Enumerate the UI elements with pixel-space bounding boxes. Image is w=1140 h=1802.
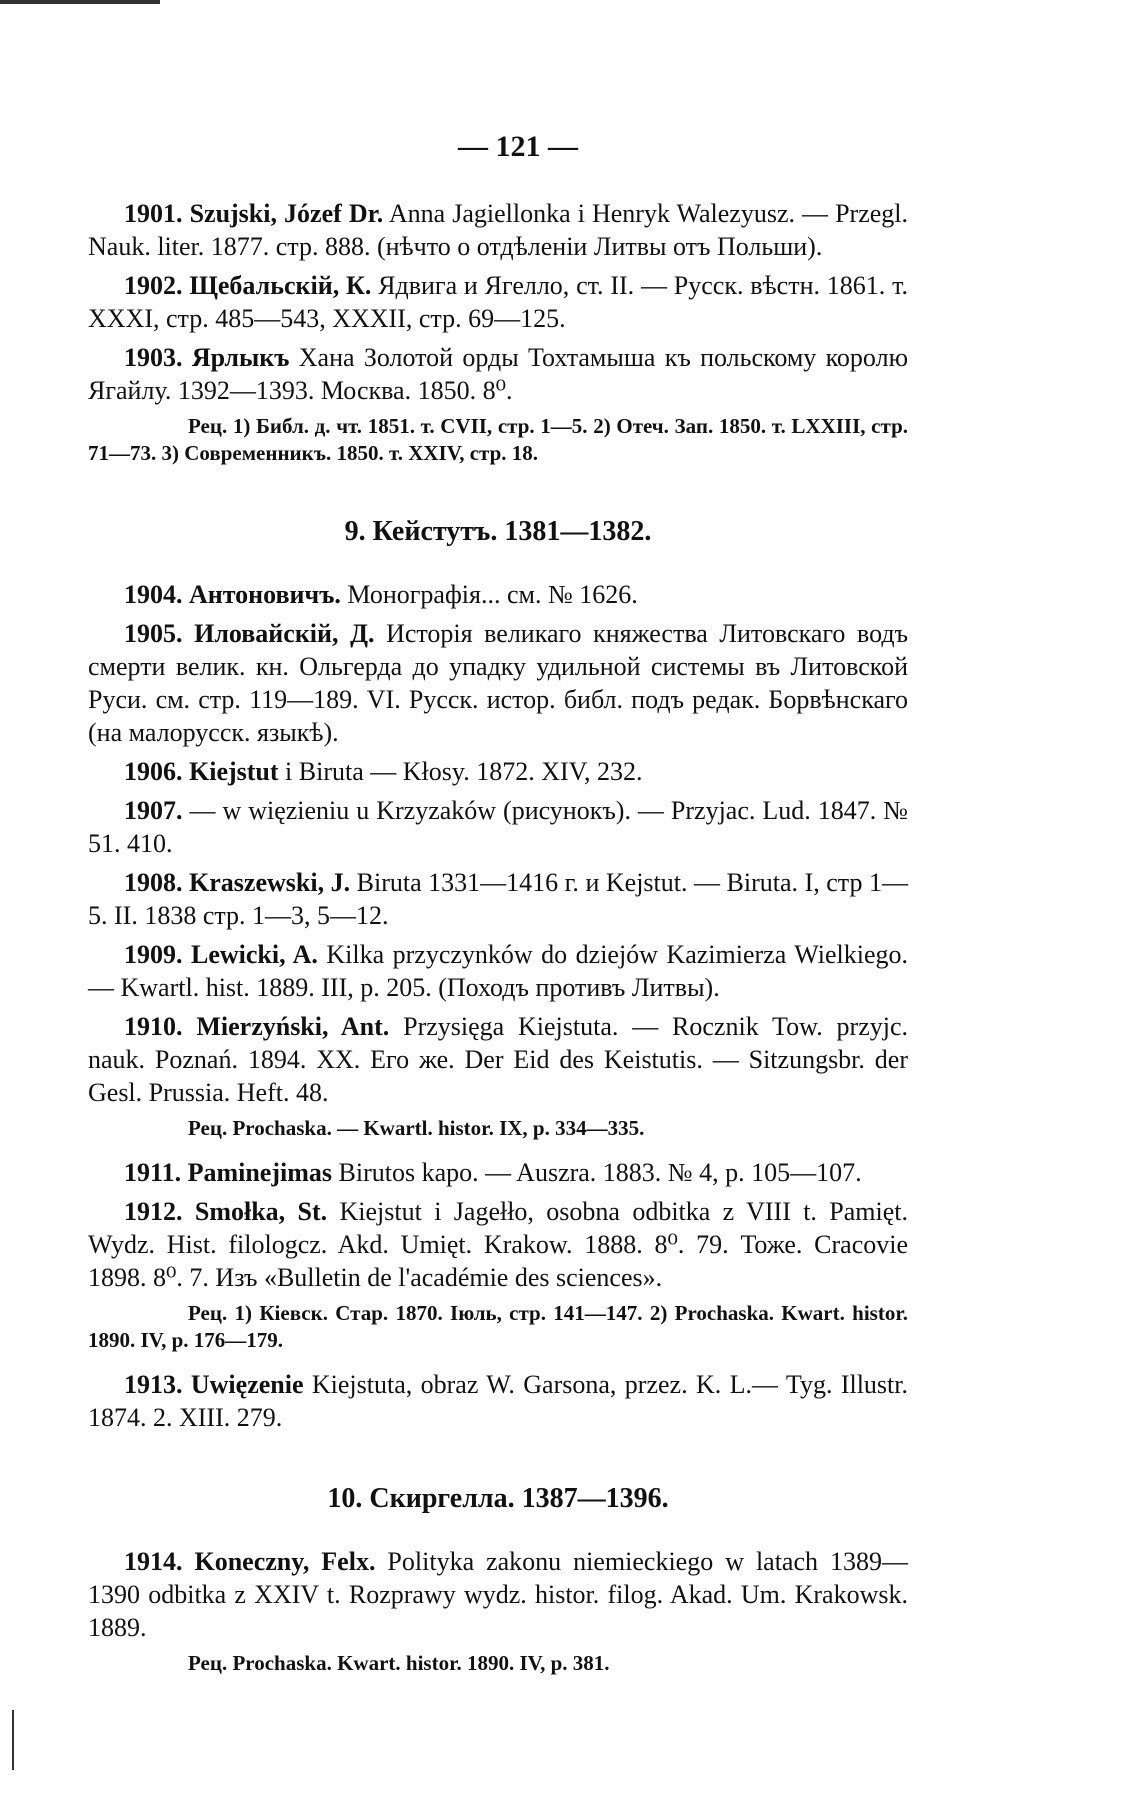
entry-text: — w więzieniu u Krzyzaków (рисунокъ). — Przyjac. Lud. 1847. № 51. 410.	[88, 796, 908, 858]
review-note-1903: Рец. 1) Библ. д. чт. 1851. т. CVII, стр. 1—5. 2) Отеч. Зап. 1850. т. LXXIII, стр. 71—73. 3) Современникъ. 1850. т. XXIV, стр. 18.	[88, 414, 908, 465]
entry-author: Ярлыкъ	[191, 343, 290, 372]
bibliography-entry-1910	[88, 1010, 908, 1109]
entry-text: Anna Jagiellonka i Henryk Walezyusz. — Przegl. Nauk. liter. 1877. стр. 888. (нѣчто о отдѣленіи Литвы отъ Польши).	[88, 199, 909, 261]
entry-number: 1908.	[124, 868, 183, 897]
entry-number: 1912.	[124, 1197, 183, 1226]
entry-number: 1909.	[124, 940, 183, 969]
bibliography-entry-1902	[88, 269, 908, 335]
entry-number: 1901.	[124, 199, 183, 228]
review-note-1910: Рец. Prochaska. — Kwartl. histor. IX, p. 334—335.	[188, 1116, 645, 1140]
entry-text: Biruta 1331—1416 г. и Kejstut. — Biruta. I, стр 1—5. II. 1838 стр. 1—3, 5—12.	[88, 868, 908, 930]
entries-group-a	[88, 197, 908, 467]
entry-text: Хана Золотой орды Тохтамыша къ польскому королю Ягайлу. 1392—1393. Москва. 1850. 8⁰.	[88, 343, 908, 405]
entries-group-e	[88, 1545, 908, 1677]
bibliography-entry-1913	[88, 1368, 908, 1434]
section-heading-9: 9. Кейстутъ. 1381—1382.	[344, 516, 652, 547]
scan-artifact-left-edge	[12, 1710, 14, 1770]
entry-number: 1903.	[124, 343, 183, 372]
entry-author: Szujski, Józef Dr.	[189, 199, 384, 228]
review-note-1912: Рец. 1) Кіевск. Стар. 1870. Іюль, стр. 141—147. 2) Prochaska. Kwart. histor. 1890. IV, p. 176—179.	[88, 1301, 908, 1352]
bibliography-entry-1911	[88, 1156, 908, 1189]
bibliography-entry-1903	[88, 341, 908, 407]
entry-number: 1907.	[124, 796, 183, 825]
entry-text: Birutos kapo. — Auszra. 1883. № 4, p. 105—107.	[332, 1158, 862, 1187]
entry-author: Kraszewski, J.	[189, 868, 351, 897]
entry-number: 1911.	[124, 1158, 182, 1187]
entry-text: Przysięga Kiejstuta. — Rocznik Tow. przyjc. nauk. Poznań. 1894. XX. Его же. Der Eid des Keistutis. — Sitzungsbr. der Gesl. Prussia. Heft. 48.	[88, 1012, 909, 1107]
entry-author: Paminejimas	[187, 1158, 332, 1187]
entry-author: Uwięzenie	[190, 1370, 304, 1399]
bibliography-entry-1905	[88, 617, 908, 749]
entry-number: 1906.	[124, 757, 183, 786]
bibliography-entry-1906	[88, 755, 908, 788]
entry-text: i Biruta — Kłosy. 1872. XIV, 232.	[278, 757, 643, 786]
document-page	[88, 130, 908, 1691]
entry-text: Polityka zakonu niemieckiego w latach 1389—1390 odbitka z XXIV t. Rozprawy wydz. histor. filog. Akad. Um. Krakowsk. 1889.	[88, 1547, 908, 1642]
bibliography-entry-1909	[88, 938, 908, 1004]
entry-text: Монографія... см. № 1626.	[340, 580, 638, 609]
entry-author: Koneczny, Felx.	[194, 1547, 376, 1576]
entry-number: 1904.	[124, 580, 183, 609]
scan-artifact-top-left	[0, 0, 160, 4]
bibliography-entry-1912	[88, 1195, 908, 1294]
entry-author: Щебальскій, К.	[189, 271, 372, 300]
entry-number: 1913.	[124, 1370, 183, 1399]
entry-author: Lewicki, A.	[190, 940, 318, 969]
entry-number: 1914.	[124, 1547, 183, 1576]
bibliography-entry-1904	[88, 578, 908, 611]
entry-text: Kilka przyczynków do dziejów Kazimierza Wielkiego. — Kwartl. hist. 1889. III, p. 205. (Походъ противъ Литвы).	[88, 940, 909, 1002]
bibliography-entry-1901	[88, 197, 908, 263]
entry-number: 1905.	[124, 619, 183, 648]
entry-text: Kiejstut i Jagełło, osobna odbitka z VIII t. Pamięt. Wydz. Hist. filologcz. Akd. Umięt. Krakow. 1888. 8⁰. 79. Тоже. Cracovie 1898. 8⁰. 7. Изъ «Bulletin de l'académie des sciences».	[88, 1197, 909, 1292]
entry-author: Kiejstut	[189, 757, 279, 786]
bibliography-entry-1907	[88, 794, 908, 860]
page-number: — 121 —	[458, 130, 578, 163]
entry-number: 1910.	[124, 1012, 183, 1041]
entry-text: Ядвига и Ягелло, ст. II. — Русск. вѣстн. 1861. т. XXXI, стр. 485—543, XXXII, стр. 69—125.	[88, 271, 909, 333]
entry-number: 1902.	[124, 271, 183, 300]
review-note-1914: Рец. Prochaska. Kwart. histor. 1890. IV, p. 381.	[188, 1651, 610, 1675]
entry-author: Smołka, St.	[194, 1197, 328, 1226]
entry-author: Антоновичъ.	[189, 580, 341, 609]
entry-author: Mierzyński, Ant.	[196, 1012, 390, 1041]
entry-text: Исторія великаго княжества Литовскаго водъ смерти велик. кн. Ольгерда до упадку удильной системы въ Литовской Руси. см. стр. 119—189. VI. Русск. истор. библ. подъ редак. Борвѣнскаго (на малорусск. языкѣ).	[88, 619, 909, 747]
entry-text: Kiejstuta, obraz W. Garsona, przez. K. L.— Tyg. Illustr. 1874. 2. XIII. 279.	[88, 1370, 908, 1432]
entries-group-b	[88, 578, 908, 1434]
entry-author: Иловайскій, Д.	[194, 619, 375, 648]
section-heading-10: 10. Скиргелла. 1387—1396.	[327, 1483, 669, 1514]
bibliography-entry-1908	[88, 866, 908, 932]
bibliography-entry-1914	[88, 1545, 908, 1644]
